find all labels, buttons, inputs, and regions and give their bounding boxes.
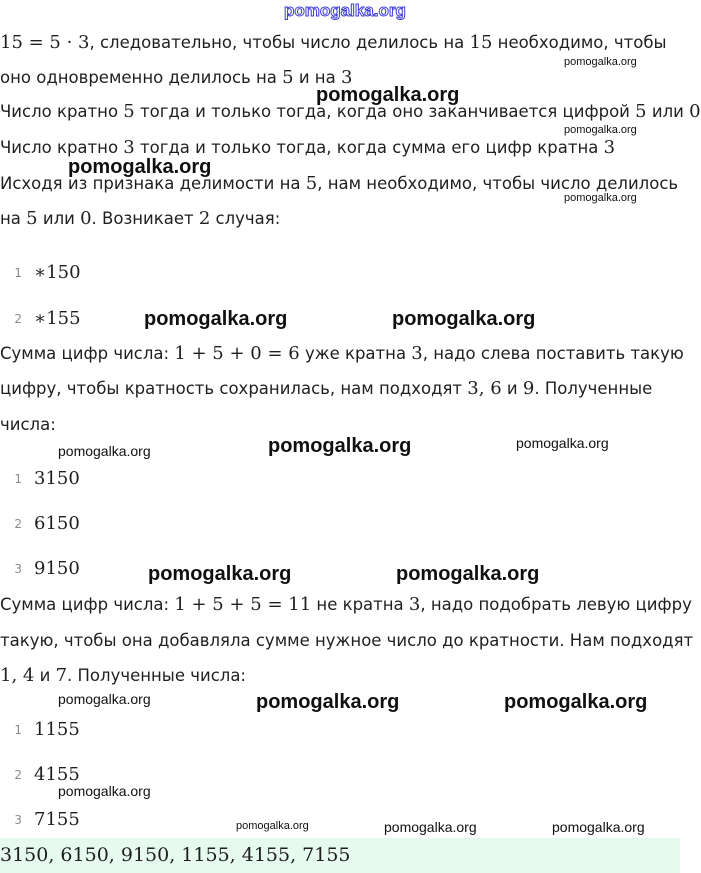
text: , надо подобрать левую цифру — [420, 595, 692, 614]
text: числа: — [0, 415, 56, 434]
math: 5 — [123, 101, 135, 122]
list-item — [0, 558, 80, 579]
text: случая: — [210, 209, 281, 228]
watermark: pomogalka.org — [396, 563, 540, 585]
paragraph-line — [0, 594, 692, 616]
list-index: 2 — [14, 516, 22, 531]
list-value: 4155 — [34, 764, 80, 785]
watermark: pomogalka.org — [256, 691, 400, 713]
list-item — [0, 719, 80, 740]
text: оно одновременно делилось на — [0, 68, 283, 87]
list-item — [0, 513, 80, 534]
text: Сумма цифр числа: — [0, 344, 175, 363]
math: 9 — [522, 378, 535, 399]
list-index: 3 — [14, 812, 22, 827]
text: . Полученные — [534, 379, 653, 398]
text: на — [0, 209, 27, 228]
paragraph-line — [0, 208, 280, 230]
paragraph-line — [0, 378, 652, 400]
list-value: ∗150 — [34, 262, 81, 283]
text: и на — [293, 68, 341, 87]
text: Число кратно — [0, 102, 124, 121]
text: уже кратна — [299, 344, 412, 363]
math: 15 = 5 · 3 — [0, 32, 90, 53]
text: или — [646, 102, 690, 121]
text: Сумма цифр числа: — [0, 595, 175, 614]
list-value: ∗155 — [34, 308, 81, 329]
watermark: pomogalka.org — [564, 192, 637, 204]
list-value: 7155 — [34, 809, 80, 830]
list-value: 6150 — [34, 513, 80, 534]
math: 0 — [689, 101, 701, 122]
watermark: pomogalka.org — [392, 308, 536, 330]
text: , надо слева поставить такую — [422, 344, 684, 363]
list-index: 1 — [14, 722, 22, 737]
watermark: pomogalka.org — [384, 819, 477, 835]
list-index: 2 — [14, 767, 22, 782]
math: 2 — [198, 208, 211, 229]
text: необходимо, чтобы — [492, 33, 667, 52]
math: 1, 4 — [0, 665, 35, 686]
paragraph-line — [0, 343, 684, 365]
list-index: 1 — [14, 471, 22, 486]
list-index: 3 — [14, 561, 22, 576]
text: и — [501, 379, 523, 398]
math: 1 + 5 + 0 = 6 — [174, 343, 300, 364]
list-index: 1 — [14, 265, 22, 280]
math: 3 — [603, 137, 616, 158]
watermark: pomogalka.org — [564, 56, 637, 68]
paragraph-line — [0, 414, 56, 436]
text: . Возникает — [91, 209, 199, 228]
math: 5 — [305, 173, 318, 194]
math: 3 — [408, 594, 421, 615]
list-item — [0, 764, 80, 785]
math: 5 — [282, 67, 294, 88]
list-index: 2 — [14, 311, 22, 326]
list-value: 3150 — [34, 468, 80, 489]
answer-text: 3150, 6150, 9150, 1155, 4155, 7155 — [0, 844, 351, 866]
math: 3 — [123, 137, 135, 158]
site-header-logo[interactable]: pomogalka.org — [284, 1, 406, 20]
watermark: pomogalka.org — [58, 443, 151, 459]
text: или — [37, 209, 81, 228]
paragraph-line — [0, 630, 693, 652]
math: 1 + 5 + 5 = 11 — [174, 594, 312, 615]
math: 15 — [469, 32, 493, 53]
text: такую, чтобы она добавляла сумме нужное число до кратности. Нам подходят — [0, 631, 694, 650]
list-item — [0, 262, 81, 283]
paragraph-line — [0, 665, 246, 687]
text: тогда и только тогда, когда оно заканчивается цифрой — [134, 102, 636, 121]
list-item — [0, 308, 81, 329]
paragraph-line — [0, 32, 667, 54]
watermark: pomogalka.org — [144, 308, 288, 330]
math: 3 — [411, 343, 423, 364]
text: и — [34, 666, 56, 685]
text: , нам необходимо, чтобы число делилось — [317, 174, 679, 193]
list-value: 9150 — [34, 558, 80, 579]
math: 5 — [635, 101, 647, 122]
watermark: pomogalka.org — [68, 156, 212, 178]
text: не кратна — [311, 595, 409, 614]
watermark: pomogalka.org — [552, 819, 645, 835]
watermark: pomogalka.org — [516, 435, 609, 451]
watermark: pomogalka.org — [236, 820, 309, 832]
text: тогда и только тогда, когда сумма его цифр кратна — [134, 138, 604, 157]
watermark: pomogalka.org — [504, 691, 648, 713]
watermark: pomogalka.org — [58, 783, 151, 799]
list-item — [0, 468, 80, 489]
math: 0 — [80, 208, 92, 229]
watermark: pomogalka.org — [58, 691, 151, 707]
watermark: pomogalka.org — [316, 84, 460, 106]
text: Исходя из признака делимости на — [0, 174, 306, 193]
paragraph-line — [0, 67, 352, 89]
list-item — [0, 809, 80, 830]
text: Число кратно — [0, 138, 124, 157]
math: 5 — [26, 208, 38, 229]
watermark: pomogalka.org — [564, 124, 637, 136]
watermark: pomogalka.org — [148, 563, 292, 585]
text: . Полученные числа: — [67, 666, 246, 685]
answer-box — [0, 838, 680, 873]
math: 3, 6 — [467, 378, 502, 399]
math: 7 — [55, 665, 68, 686]
text: , следовательно, чтобы число делилось на — [89, 33, 470, 52]
text: цифру, чтобы кратность сохранилась, нам подходят — [0, 379, 468, 398]
math: 3 — [340, 67, 353, 88]
watermark: pomogalka.org — [268, 435, 412, 457]
list-value: 1155 — [34, 719, 80, 740]
